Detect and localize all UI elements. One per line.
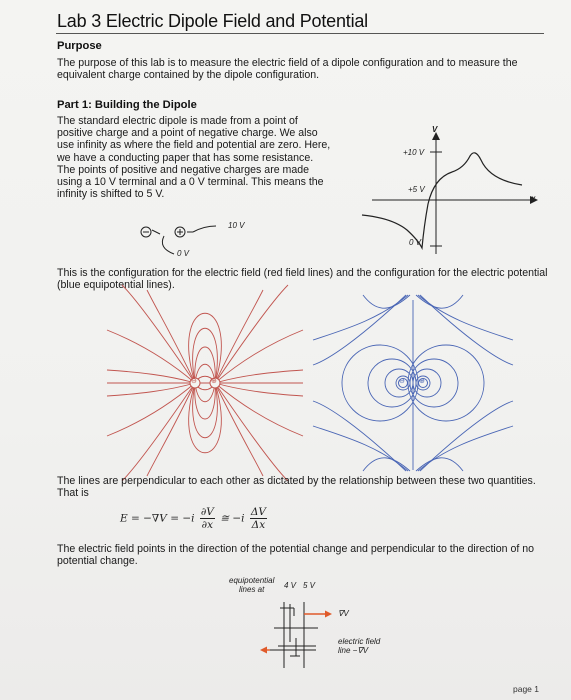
part1-heading: Part 1: Building the Dipole — [57, 99, 197, 111]
graph-label-5v: +5 V — [408, 185, 425, 194]
grid-label-4v: 4 V — [284, 581, 297, 590]
grid-field-label — [338, 637, 380, 655]
perpendicular-text: The lines are perpendicular to each other as dictated by the relationship between these two quantities. That is — [57, 475, 536, 500]
part1-text: The standard electric dipole is made from a point of positive charge and a point of negative charge. We also use infinity as where the field and potential are zero. Here, we have a conducting paper that has some resistance. The points of positive and negative charges are made using a 10 V terminal and a 0 V terminal. This means the infinity is shifted to 5 V. — [57, 115, 331, 201]
config-caption: This is the configuration for the electric field (red field lines) and the configuration for the electric potential (blue equipotential lines). — [57, 267, 548, 292]
field-neg-charge: ⊖ — [191, 378, 197, 385]
equipotential-label — [229, 576, 274, 594]
field-lines-figure — [112, 300, 298, 470]
graph-label-0v: 0 V — [409, 238, 422, 247]
title-underline — [56, 33, 544, 34]
equip-pos-charge: ⊕ — [419, 378, 425, 385]
grid-field-label-line2: line −∇V — [338, 646, 369, 655]
grid-diagram — [260, 594, 340, 670]
equipotential-label-line2: lines at — [239, 585, 265, 594]
equation-frac1-num: ∂V — [200, 506, 214, 518]
equation-frac2-num: ΔV — [250, 506, 266, 518]
graph-x-axis-label: x — [531, 194, 536, 203]
grid-field-label-line1: electric field — [338, 637, 381, 646]
equipotential-label-line1: equipotential — [229, 576, 275, 585]
equation-frac2-den: Δx — [251, 519, 266, 531]
grid-label-5v: 5 V — [303, 581, 316, 590]
equipotential-figure — [318, 300, 508, 470]
page-number: page 1 — [513, 684, 539, 694]
equip-neg-charge: ⊖ — [399, 378, 405, 385]
graph-label-10v: +10 V — [403, 148, 425, 157]
graph-y-axis-label: V — [432, 125, 438, 134]
direction-text: The electric field points in the direction of the potential change and perpendicular to the direction of no potential change. — [57, 543, 535, 568]
sketch-label-10v: 10 V — [228, 221, 245, 230]
purpose-heading: Purpose — [57, 40, 102, 52]
potential-graph — [352, 118, 552, 258]
equation-lhs: E = −∇V = −i — [120, 512, 195, 525]
page-title: Lab 3 Electric Dipole Field and Potential — [57, 11, 368, 31]
gradient-equation — [120, 506, 269, 531]
equation-frac1-den: ∂x — [201, 519, 214, 531]
equation-approx: ≅ −i — [220, 512, 245, 525]
sketch-label-0v: 0 V — [177, 249, 190, 258]
grid-grad-label: ∇V — [338, 609, 349, 618]
purpose-text: The purpose of this lab is to measure the electric field of a dipole configuration and to measure the equivalent charge contained by the dipole configuration. — [57, 57, 518, 82]
field-pos-charge: ⊕ — [211, 378, 217, 385]
